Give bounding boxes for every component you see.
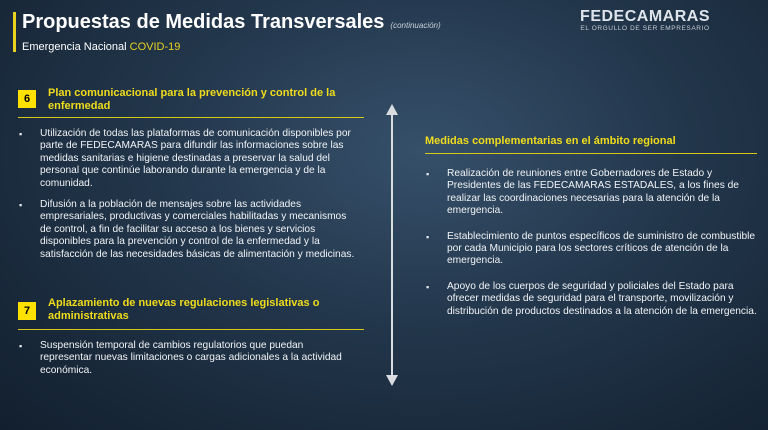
- list-item: ▪ Suspensión temporal de cambios regulatorios que puedan representar nuevas limitaciones o cargas adicionales a la actividad económica.: [18, 340, 353, 377]
- page-title-note: (continuación): [390, 21, 441, 30]
- section-6-title: Plan comunicacional para la prevención y control de la enfermedad: [48, 87, 336, 112]
- page-title-text: Propuestas de Medidas Transversales: [22, 11, 385, 33]
- page-subtitle: [22, 41, 180, 53]
- divider-shaft: [391, 114, 393, 376]
- title-accent-bar: [13, 12, 16, 52]
- subtitle-prefix: Emergencia Nacional: [22, 41, 130, 53]
- section-7-list: [18, 340, 353, 386]
- section-7-header: [18, 297, 364, 330]
- section-7-rule: [18, 329, 364, 330]
- regional-list: [425, 168, 757, 327]
- regional-title: Medidas complementarias en el ámbito regional: [425, 135, 676, 147]
- section-7-number: 7: [18, 302, 36, 320]
- section-6-list: [18, 128, 358, 270]
- list-item: ▪ Utilización de todas las plataformas de comunicación disponibles por parte de FEDECAMARAS para difundir las informaciones sobre las medidas sanitarias e higiene destinadas a preservar la salud del personal que continúe laborando durante la emergencia y de la comunidad.: [18, 128, 358, 190]
- brand-name: FEDECAMARAS: [580, 8, 710, 25]
- section-6-rule: [18, 117, 364, 118]
- arrow-down-icon: [386, 375, 398, 386]
- section-6-number: 6: [18, 90, 36, 108]
- section-7-title: Aplazamiento de nuevas regulaciones legislativas o administrativas: [48, 297, 320, 322]
- brand-logo: [580, 8, 710, 32]
- double-arrow-divider: [390, 104, 394, 386]
- list-item: ▪ Apoyo de los cuerpos de seguridad y policiales del Estado para ofrecer medidas de seguridad para el transporte, movilización y distribución de productos destinados a la atención de la emergencia.: [425, 281, 757, 318]
- brand-tagline: EL ORGULLO DE SER EMPRESARIO: [580, 25, 710, 32]
- subtitle-highlight: COVID-19: [129, 41, 181, 53]
- list-item: ▪ Realización de reuniones entre Gobernadores de Estado y Presidentes de las FEDECAMARAS ESTADALES, a los fines de realizar las coordinaciones necesarias para la atención de la emergencia.: [425, 168, 757, 218]
- page-title: [22, 11, 441, 34]
- list-item: ▪ Difusión a la población de mensajes sobre las actividades empresariales, productivas y comerciales habilitadas y mecanismos de control, a fin de facilitar su acceso a los bienes y servicios disponibles para la prevención y control de la enfermedad y la satisfacción de las necesidades básicas de alimentación y medicinas.: [18, 199, 358, 261]
- list-item: ▪ Establecimiento de puntos específicos de suministro de combustible por cada Municipio para los sectores críticos de atención de la emergencia.: [425, 231, 757, 268]
- section-6-header: [18, 87, 364, 118]
- regional-header: [425, 132, 757, 154]
- regional-rule: [425, 153, 757, 154]
